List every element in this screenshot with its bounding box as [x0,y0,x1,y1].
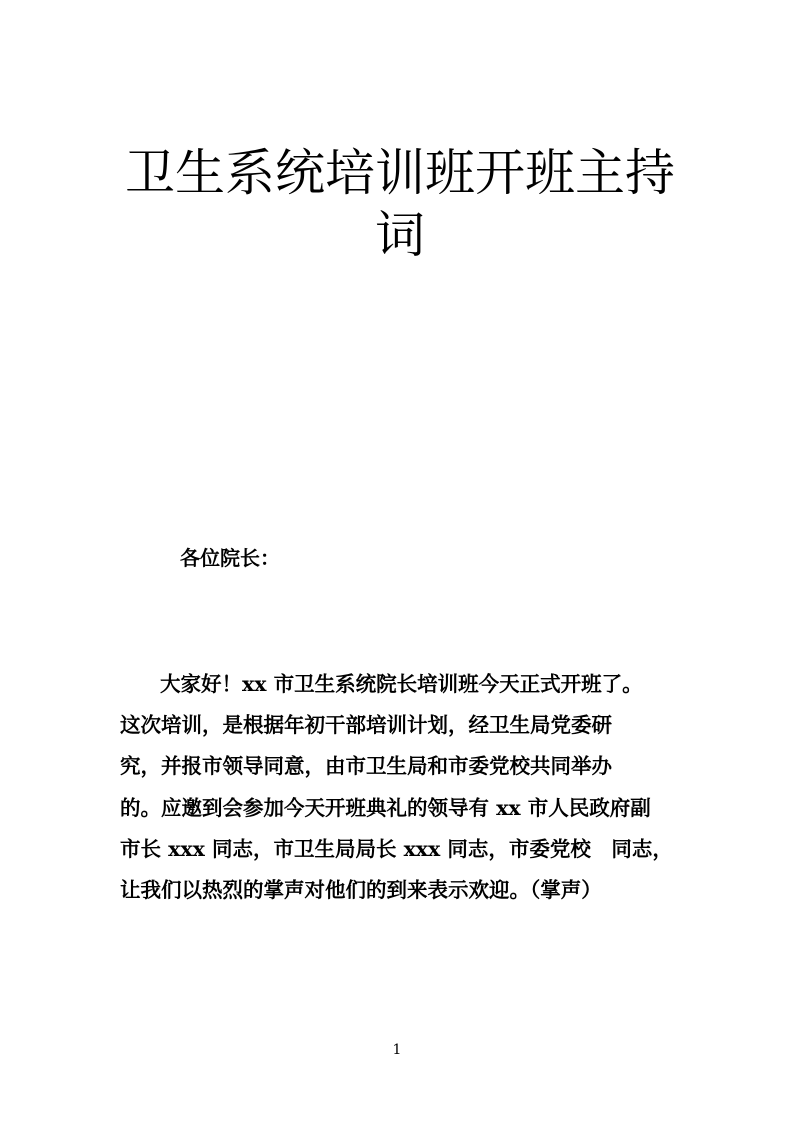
body-line: 的。应邀到会参加今天开班典礼的领导有 xx 市人民政府副 [120,796,651,820]
page-number: 1 [392,1042,402,1058]
body-line: 大家好！xx 市卫生系统院长培训班今天正式开班了。 [160,672,643,696]
body-line: 让我们以热烈的掌声对他们的到来表示欢迎。（掌声） [120,878,602,902]
document-title-line-2: 词 [375,206,425,264]
salutation: 各位院长： [180,546,280,570]
body-line: 究，并报市领导同意，由市卫生局和市委党校共同举办 [120,754,612,778]
document-title-line-1: 卫生系统培训班开班主持 [125,144,675,202]
body-line: 这次培训，是根据年初干部培训计划，经卫生局党委研 [120,713,612,737]
body-line: 市长 xxx 同志，市卫生局局长 xxx 同志，市委党校 同志， [120,837,673,861]
